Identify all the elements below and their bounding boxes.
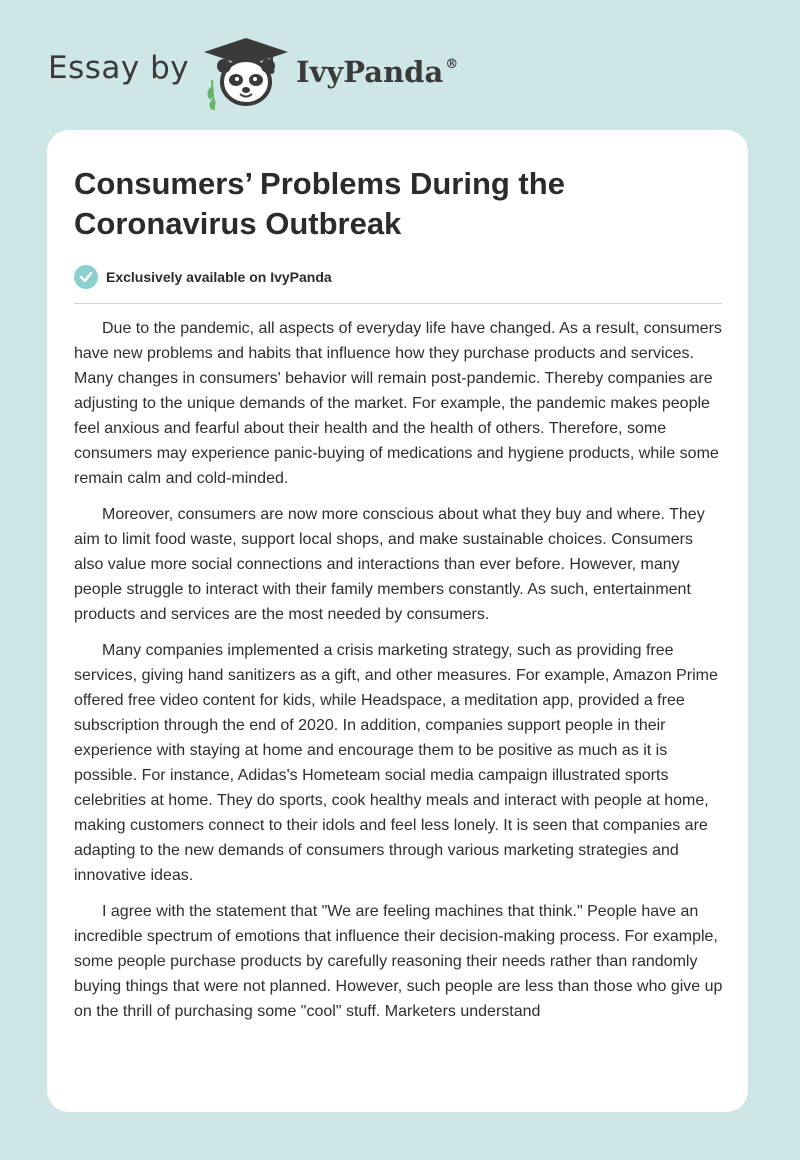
essay-by-label: Essay by bbox=[48, 50, 190, 86]
paragraph: Moreover, consumers are now more conscious about what they buy and where. They aim to limit food waste, support local shops, and make sustainable choices. Consumers also value more social connections and interactions than ever before. However, many people struggle to interact with their family members constantly. As such, entertainment products and services are the most needed by consumers. bbox=[74, 506, 705, 623]
essay-card bbox=[47, 130, 748, 1112]
site-header bbox=[0, 0, 800, 130]
registered-mark: ® bbox=[445, 57, 459, 72]
exclusive-badge-label: Exclusively available on IvyPanda bbox=[106, 269, 332, 285]
paragraph: Many companies implemented a crisis marketing strategy, such as providing free services, giving hand sanitizers as a gift, and other measures. For example, Amazon Prime offered free video content for kids, while Headspace, a meditation app, provided a free subscription through the end of 2020. In addition, companies support people in their experience with staying at home and encourage them to be positive as much as it is possible. For instance, Adidas's Hometeam social media campaign illustrated sports celebrities at home. They do sports, cook healthy meals and interact with people at home, making customers connect to their idols and feel less lonely. It is seen that companies are adapting to the new demands of consumers through various marketing strategies and innovative ideas. bbox=[74, 642, 718, 884]
panda-graduate-icon[interactable] bbox=[200, 36, 292, 110]
essay-body bbox=[74, 316, 724, 1035]
checkmark-icon bbox=[74, 265, 98, 289]
divider bbox=[74, 303, 722, 304]
brand-name[interactable] bbox=[296, 55, 458, 89]
exclusive-badge bbox=[74, 264, 332, 290]
brand-text: IvyPanda bbox=[296, 55, 444, 89]
essay-title: Consumers’ Problems During the Coronavirus Outbreak bbox=[74, 166, 565, 241]
paragraph: Due to the pandemic, all aspects of everyday life have changed. As a result, consumers have new problems and habits that influence how they purchase products and services. Many changes in consumers' behavior will remain post-pandemic. Thereby companies are adjusting to the unique demands of the market. For example, the pandemic makes people feel anxious and fearful about their health and the health of others. Therefore, some consumers may experience panic-buying of medications and hygiene products, while some remain calm and cold-minded. bbox=[74, 320, 722, 487]
paragraph: I agree with the statement that "We are feeling machines that think." People have an incredible spectrum of emotions that influence their decision-making process. For example, some people purchase products by carefully reasoning their needs rather than randomly buying things that were not planned. However, such people are less than those who give up on the thrill of purchasing some "cool" stuff. Marketers understand bbox=[74, 903, 723, 1020]
